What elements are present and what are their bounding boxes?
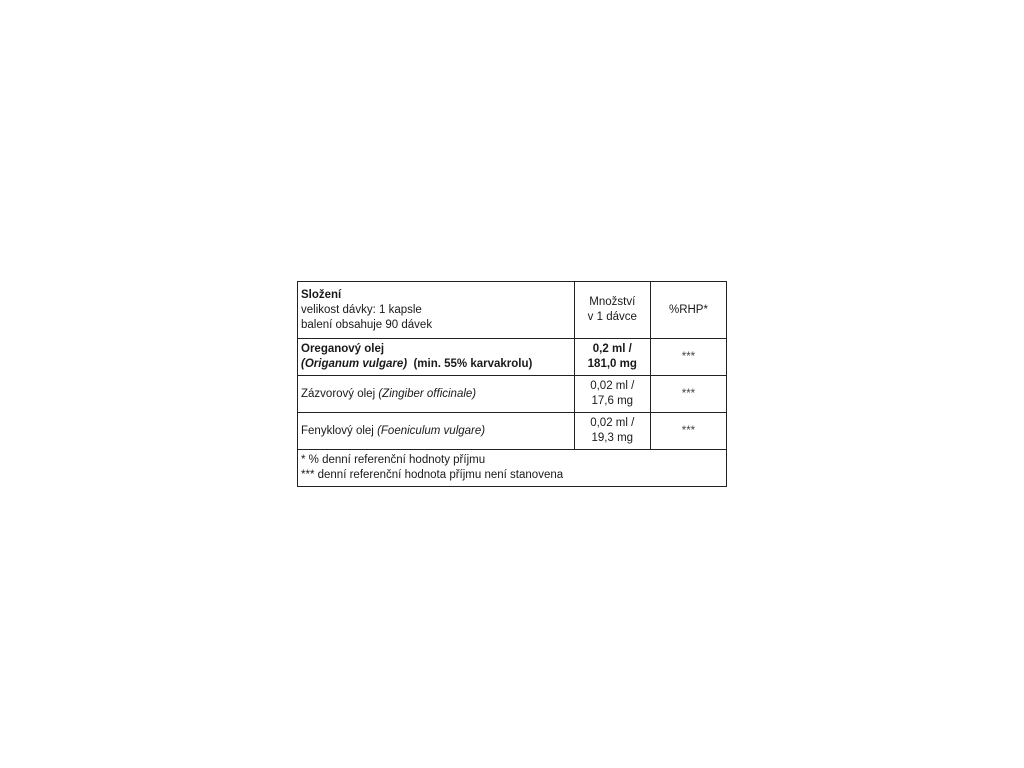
rhp-value: ***: [681, 387, 696, 400]
rhp-cell: [650, 376, 726, 413]
composition-table: [297, 281, 727, 487]
ingredient-latin: (Zingiber officinale): [378, 387, 477, 400]
header-amount-line2: v 1 dávce: [587, 311, 637, 323]
ingredient-latin: (Foeniculum vulgare): [377, 424, 486, 437]
table-row: [298, 413, 727, 450]
footnote-cell: [298, 450, 727, 487]
header-rhp-cell: [650, 282, 726, 339]
amount-cell: [574, 339, 650, 376]
amount-line1: 0,02 ml /: [590, 380, 635, 392]
rhp-value: ***: [681, 350, 696, 363]
ingredient-latin: (Origanum vulgare): [301, 358, 408, 370]
amount-line1: 0,02 ml /: [590, 417, 635, 429]
amount-line1: 0,2 ml /: [592, 343, 632, 355]
amount-line2: 19,3 mg: [591, 432, 634, 444]
table-row: [298, 376, 727, 413]
amount-line2: 181,0 mg: [587, 358, 637, 370]
footnote-rhp: * % denní referenční hodnoty příjmu: [301, 454, 486, 466]
amount-cell: [574, 376, 650, 413]
ingredient-name: Fenyklový olej: [301, 424, 374, 437]
ingredient-cell: [298, 413, 575, 450]
serving-size: velikost dávky: 1 kapsle: [301, 303, 422, 316]
composition-title: Složení: [301, 288, 342, 301]
footnote-not-set: *** denní referenční hodnota příjmu není stanovena: [301, 469, 564, 481]
rhp-cell: [650, 339, 726, 376]
table-row: [298, 339, 727, 376]
ingredient-note: (min. 55% karvakrolu): [413, 358, 533, 370]
amount-line2: 17,6 mg: [591, 395, 634, 407]
header-composition-cell: [298, 282, 575, 339]
rhp-value: ***: [681, 424, 696, 437]
footnote-row: [298, 450, 727, 487]
ingredient-cell: [298, 339, 575, 376]
amount-cell: [574, 413, 650, 450]
package-info: balení obsahuje 90 dávek: [301, 318, 433, 331]
ingredient-name: Zázvorový olej: [301, 387, 376, 400]
ingredient-name: Oreganový olej: [301, 343, 385, 355]
header-amount-line1: Množství: [589, 296, 636, 308]
header-amount-cell: [574, 282, 650, 339]
table-header-row: [298, 282, 727, 339]
ingredient-cell: [298, 376, 575, 413]
header-rhp: %RHP*: [668, 303, 708, 316]
rhp-cell: [650, 413, 726, 450]
